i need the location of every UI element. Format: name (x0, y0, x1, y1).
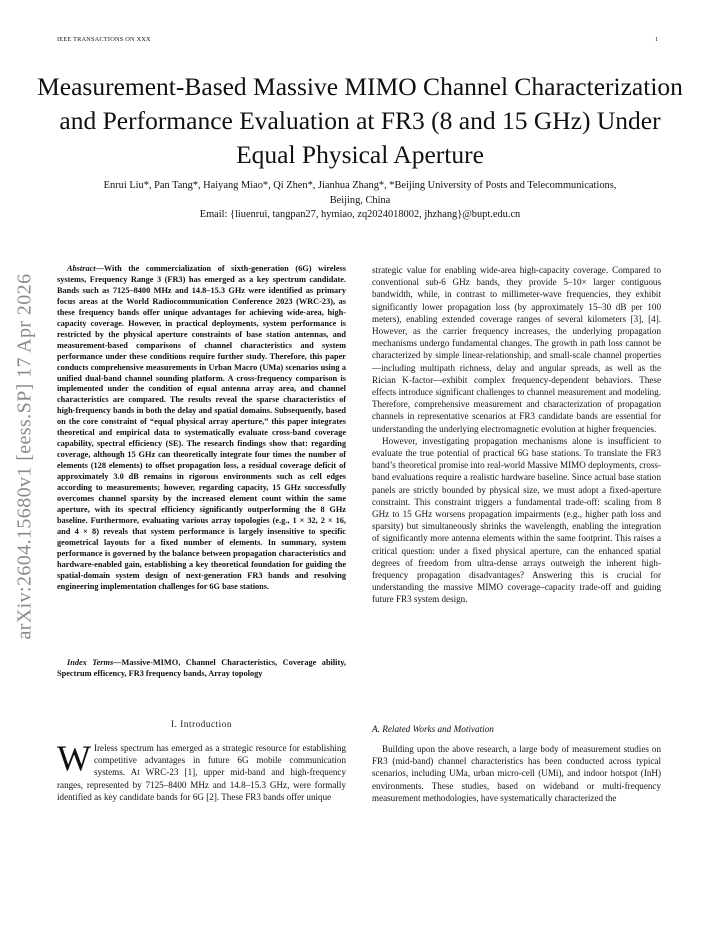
index-terms (57, 658, 346, 680)
right-column-body (372, 264, 661, 606)
subsection-heading: A. Related Works and Motivation (372, 724, 494, 734)
abstract-text: With the commercialization of sixth-generation (6G) wireless systems, Frequency Range 3 (FR3) has emerged as a key spectrum candidate. Bands such as 7125–8400 MHz and 14.8–15.3 GHz were identified as primary focus areas at the World Radiocommunication Conference 2023 (WRC-23), as these frequency bands offer unique advantages for achieving wide-area, high-capacity coverage. However, in practical deployments, system performance is restricted by the physical aperture constraints of base station antennas, and measurement-based comparisons of channel characteristics and system performance under these conditions require further study. Therefore, this paper conducts comprehensive measurements in Urban Macro (UMa) scenarios using a unified dual-band channel sounding platform. A cross-frequency comparison is implemented under the condition of equal antenna array area, and channel characteristics are compared. The results reveal the sparse characteristics of high-frequency bands in both the delay and spatial domains. Subsequently, based on the core constraint of “equal physical array aperture,” this paper integrates theoretical and empirical data to systematically evaluate cross-band coverage capability, spectral efficiency (SE). The research findings show that: regarding coverage, although 15 GHz can theoretically integrate four times the number of elements (128 elements) to offset propagation loss, a residual coverage deficit of approximately 3.0 dB remains in rigorous environments such as cell edges according to measurements; however, regarding capacity, 15 GHz successfully overcomes channel sparsity by the increased element count within the same aperture, with its spectral efficiency significantly outperforming the 8 GHz baseline. Furthermore, evaluating various array topologies (e.g., 1 × 32, 2 × 16, and 4 × 8) reveals that system performance is largely insensitive to specific geometrical layouts for a fixed number of elements. In summary, system performance is governed by the balance between propagation characteristics and hardware-enabled gain, establishing a key theoretical foundation for guiding the spatial-domain system design of next-generation FR3 bands and resolving engineering implementation challenges for 6G base stations. (57, 264, 346, 591)
paper-title: Measurement-Based Massive MIMO Channel Characterization and Performance Evaluation at FR3 (8 and 15 GHz) Under Equal Physical Aperture (37, 72, 683, 169)
journal-header: IEEE TRANSACTIONS ON XXX (57, 36, 151, 43)
page-number: 1 (655, 36, 659, 43)
introduction-text: Ireless spectrum has emerged as a strategic resource for establishing competitive advantages in future 6G mobile communication systems. At WRC-23 [1], upper mid-band and high-frequency ranges, represented by 7125–8400 MHz and 14.8–15.3 GHz, were formally identified as key candidate bands for 6G [2]. These FR3 bands offer unique (57, 743, 346, 802)
arxiv-identifier: arXiv:2604.15680v1 [eess.SP] 17 Apr 2026 (13, 273, 36, 640)
section-heading-introduction: I. Introduction (171, 719, 232, 729)
paragraph-1: strategic value for enabling wide-area high-capacity coverage. Compared to conventional sub-6 GHz bands, they provide 5–10× larger contiguous bandwidth, while, in contrast to millimeter-wave frequencies, they exhibit significantly lower propagation loss (by approximately 15–30 dB per 100 meters), enabling extended coverage ranges of several kilometers [3], [4]. However, as the carrier frequency increases, the underlying propagation mechanisms undergo fundamental changes. The growth in path loss cannot be characterized by simple linear-relationship, and small-scale channel properties—including multipath richness, delay and angular spreads, as well as the Rician K-factor—exhibit complex frequency-dependent behaviors. These effects introduce significant challenges to channel measurement and modeling. Therefore, comprehensive measurement and characterization of propagation channels in representative scenarios at FR3 candidate bands are essential for understanding the underlying electromagnetic evolution at higher frequencies. (372, 265, 661, 434)
related-works-body (372, 743, 661, 804)
paragraph-2: However, investigating propagation mechanisms alone is insufficient to evaluate the true potential of practical 6G base stations. To translate the FR3 band’s theoretical promise into real-world Massive MIMO deployments, cross-band evaluations require a realistic hardware baseline. Since actual base station panels are strictly bounded by physical size, we must adopt a fixed-aperture constraint. This constraint triggers a fundamental trade-off: scaling from 8 GHz to 15 GHz worsens propagation impairments (e.g., higher path loss and sparsity) but simultaneously shrinks the wavelength, enabling the integration of significantly more antenna elements within the same footprint. This raises a critical question: under a fixed physical aperture, can the enhanced spatial degrees of freedom from ultra-dense arrays outweigh the inherent high-frequency propagation disadvantages? Answering this is crucial for understanding the massive MIMO coverage–capacity trade-off and guiding future FR3 system design. (372, 435, 661, 605)
abstract-label: Abstract— (67, 264, 104, 273)
author-email: Email: {liuenrui, tangpan27, hymiao, zq2024018002, jhzhang}@bupt.edu.cn (199, 209, 521, 220)
drop-cap: W (57, 738, 91, 778)
paragraph-3: Building upon the above research, a large body of measurement studies on FR3 (mid-band) channel characteristics has been conducted across typical scenarios, including UMa, urban micro-cell (UMi), and indoor hotspot (InH) environments. These studies, based on wideband or multi-frequency measurement methodologies, have systematically characterized the (372, 744, 661, 803)
introduction-paragraph (57, 738, 346, 803)
index-terms-text: Massive-MIMO, Channel Characteristics, Coverage ability, Spectrum efficency, FR3 frequency bands, Array topology (57, 658, 346, 678)
author-list: Enrui Liu*, Pan Tang*, Haiyang Miao*, Qi Zhen*, Jianhua Zhang*, *Beijing University of Posts and Telecommunications, Beijing, China (103, 180, 617, 206)
index-terms-label: Index Terms— (67, 658, 122, 667)
abstract (57, 264, 346, 593)
